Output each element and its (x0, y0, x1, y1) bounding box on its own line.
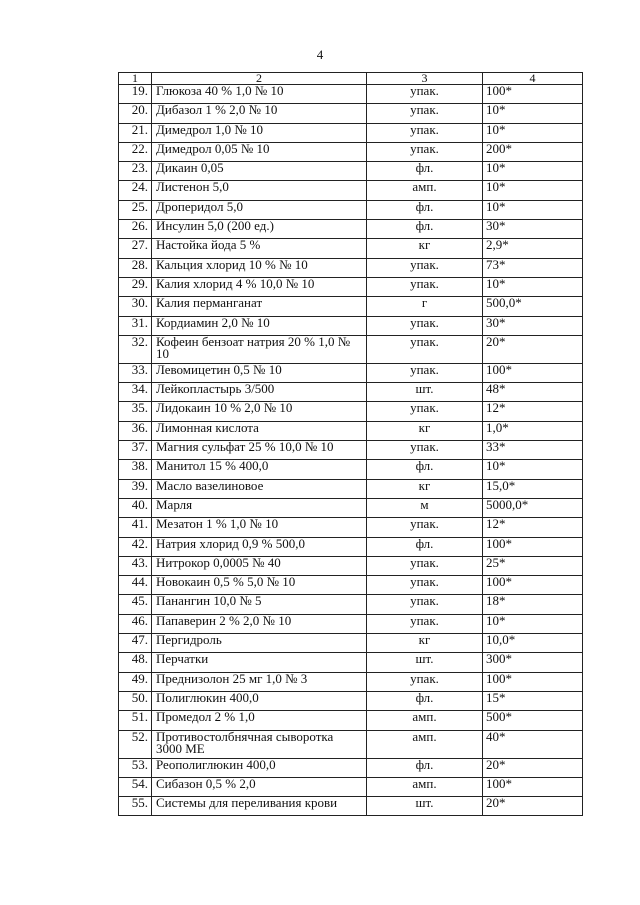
quantity-cell: 25* (483, 556, 583, 575)
supply-table (118, 72, 583, 816)
quantity-cell: 20* (483, 797, 583, 816)
row-number-cell: 47. (119, 634, 152, 653)
unit-cell: кг (367, 421, 483, 440)
quantity-cell: 40* (483, 730, 583, 758)
item-name-cell: Калия хлорид 4 % 10,0 № 10 (152, 277, 367, 296)
item-name-cell: Глюкоза 40 % 1,0 № 10 (152, 85, 367, 104)
unit-cell: кг (367, 239, 483, 258)
quantity-cell: 15* (483, 691, 583, 710)
row-number-cell: 25. (119, 200, 152, 219)
unit-cell: шт. (367, 383, 483, 402)
unit-cell: упак. (367, 258, 483, 277)
quantity-cell: 1,0* (483, 421, 583, 440)
item-name-cell: Дроперидол 5,0 (152, 200, 367, 219)
row-number-cell: 37. (119, 441, 152, 460)
item-name-cell: Промедол 2 % 1,0 (152, 711, 367, 730)
header-cell-unit: 3 (367, 73, 483, 85)
unit-cell: упак. (367, 363, 483, 382)
unit-cell: упак. (367, 518, 483, 537)
unit-cell: фл. (367, 537, 483, 556)
item-name-cell: Пергидроль (152, 634, 367, 653)
header-cell-quantity: 4 (483, 73, 583, 85)
item-name-cell: Новокаин 0,5 % 5,0 № 10 (152, 576, 367, 595)
item-name-cell: Магния сульфат 25 % 10,0 № 10 (152, 441, 367, 460)
table-row (119, 691, 583, 710)
row-number-cell: 33. (119, 363, 152, 382)
quantity-cell: 12* (483, 402, 583, 421)
quantity-cell: 100* (483, 672, 583, 691)
table-body (119, 73, 583, 816)
item-name-cell: Реополиглюкин 400,0 (152, 758, 367, 777)
table-row (119, 758, 583, 777)
row-number-cell: 28. (119, 258, 152, 277)
table-row (119, 556, 583, 575)
unit-cell: амп. (367, 711, 483, 730)
row-number-cell: 27. (119, 239, 152, 258)
row-number-cell: 19. (119, 85, 152, 104)
row-number-cell: 55. (119, 797, 152, 816)
unit-cell: амп. (367, 777, 483, 796)
item-name-cell: Димедрол 1,0 № 10 (152, 123, 367, 142)
item-name-cell: Настойка йода 5 % (152, 239, 367, 258)
quantity-cell: 10* (483, 614, 583, 633)
item-name-cell: Панангин 10,0 № 5 (152, 595, 367, 614)
unit-cell: упак. (367, 123, 483, 142)
item-name-cell: Кофеин бензоат натрия 20 % 1,0 № 10 (152, 335, 367, 363)
quantity-cell: 48* (483, 383, 583, 402)
header-cell-name: 2 (152, 73, 367, 85)
table-row (119, 297, 583, 316)
quantity-cell: 10,0* (483, 634, 583, 653)
table-row (119, 730, 583, 758)
quantity-cell: 10* (483, 460, 583, 479)
quantity-cell: 33* (483, 441, 583, 460)
row-number-cell: 41. (119, 518, 152, 537)
quantity-cell: 15,0* (483, 479, 583, 498)
unit-cell: упак. (367, 335, 483, 363)
table-row (119, 653, 583, 672)
table-row (119, 162, 583, 181)
row-number-cell: 29. (119, 277, 152, 296)
table-row (119, 797, 583, 816)
item-name-cell: Кальция хлорид 10 % № 10 (152, 258, 367, 277)
item-name-cell: Папаверин 2 % 2,0 № 10 (152, 614, 367, 633)
table-row (119, 85, 583, 104)
item-name-cell: Полиглюкин 400,0 (152, 691, 367, 710)
row-number-cell: 52. (119, 730, 152, 758)
unit-cell: упак. (367, 576, 483, 595)
row-number-cell: 26. (119, 220, 152, 239)
table-row (119, 441, 583, 460)
table-row (119, 777, 583, 796)
table-row (119, 576, 583, 595)
table-row (119, 383, 583, 402)
item-name-cell: Мезатон 1 % 1,0 № 10 (152, 518, 367, 537)
unit-cell: фл. (367, 200, 483, 219)
unit-cell: шт. (367, 653, 483, 672)
table-row (119, 421, 583, 440)
unit-cell: кг (367, 634, 483, 653)
table-row (119, 200, 583, 219)
table-row (119, 672, 583, 691)
unit-cell: упак. (367, 441, 483, 460)
table-row (119, 363, 583, 382)
row-number-cell: 50. (119, 691, 152, 710)
row-number-cell: 20. (119, 104, 152, 123)
item-name-cell: Марля (152, 498, 367, 517)
row-number-cell: 38. (119, 460, 152, 479)
unit-cell: упак. (367, 556, 483, 575)
table-row (119, 537, 583, 556)
table-row (119, 711, 583, 730)
item-name-cell: Противостолбнячная сыворотка 3000 МЕ (152, 730, 367, 758)
item-name-cell: Листенон 5,0 (152, 181, 367, 200)
unit-cell: фл. (367, 758, 483, 777)
table-header-row (119, 73, 583, 85)
quantity-cell: 100* (483, 85, 583, 104)
unit-cell: кг (367, 479, 483, 498)
row-number-cell: 46. (119, 614, 152, 633)
item-name-cell: Преднизолон 25 мг 1,0 № 3 (152, 672, 367, 691)
row-number-cell: 43. (119, 556, 152, 575)
row-number-cell: 51. (119, 711, 152, 730)
table-row (119, 181, 583, 200)
quantity-cell: 18* (483, 595, 583, 614)
quantity-cell: 500,0* (483, 297, 583, 316)
row-number-cell: 32. (119, 335, 152, 363)
page-number: 4 (316, 47, 324, 62)
row-number-cell: 21. (119, 123, 152, 142)
quantity-cell: 100* (483, 537, 583, 556)
row-number-cell: 30. (119, 297, 152, 316)
table-row (119, 634, 583, 653)
table-row (119, 258, 583, 277)
unit-cell: фл. (367, 162, 483, 181)
unit-cell: фл. (367, 220, 483, 239)
item-name-cell: Масло вазелиновое (152, 479, 367, 498)
quantity-cell: 20* (483, 758, 583, 777)
unit-cell: упак. (367, 614, 483, 633)
row-number-cell: 53. (119, 758, 152, 777)
quantity-cell: 30* (483, 316, 583, 335)
item-name-cell: Нитрокор 0,0005 № 40 (152, 556, 367, 575)
table-row (119, 104, 583, 123)
item-name-cell: Перчатки (152, 653, 367, 672)
item-name-cell: Калия перманганат (152, 297, 367, 316)
table-row (119, 402, 583, 421)
unit-cell: г (367, 297, 483, 316)
table-row (119, 142, 583, 161)
row-number-cell: 44. (119, 576, 152, 595)
item-name-cell: Левомицетин 0,5 № 10 (152, 363, 367, 382)
table-row (119, 316, 583, 335)
unit-cell: м (367, 498, 483, 517)
row-number-cell: 24. (119, 181, 152, 200)
item-name-cell: Дибазол 1 % 2,0 № 10 (152, 104, 367, 123)
table-row (119, 239, 583, 258)
row-number-cell: 31. (119, 316, 152, 335)
item-name-cell: Манитол 15 % 400,0 (152, 460, 367, 479)
row-number-cell: 48. (119, 653, 152, 672)
quantity-cell: 10* (483, 277, 583, 296)
quantity-cell: 200* (483, 142, 583, 161)
quantity-cell: 100* (483, 777, 583, 796)
table-row (119, 479, 583, 498)
table-row (119, 498, 583, 517)
quantity-cell: 30* (483, 220, 583, 239)
unit-cell: фл. (367, 691, 483, 710)
quantity-cell: 10* (483, 162, 583, 181)
row-number-cell: 35. (119, 402, 152, 421)
unit-cell: упак. (367, 104, 483, 123)
item-name-cell: Системы для переливания крови (152, 797, 367, 816)
item-name-cell: Димедрол 0,05 № 10 (152, 142, 367, 161)
table-row (119, 595, 583, 614)
item-name-cell: Лимонная кислота (152, 421, 367, 440)
unit-cell: упак. (367, 316, 483, 335)
quantity-cell: 500* (483, 711, 583, 730)
row-number-cell: 36. (119, 421, 152, 440)
item-name-cell: Кордиамин 2,0 № 10 (152, 316, 367, 335)
quantity-cell: 100* (483, 576, 583, 595)
item-name-cell: Лейкопластырь 3/500 (152, 383, 367, 402)
row-number-cell: 34. (119, 383, 152, 402)
quantity-cell: 10* (483, 123, 583, 142)
unit-cell: упак. (367, 595, 483, 614)
row-number-cell: 42. (119, 537, 152, 556)
quantity-cell: 300* (483, 653, 583, 672)
row-number-cell: 49. (119, 672, 152, 691)
item-name-cell: Дикаин 0,05 (152, 162, 367, 181)
table-row (119, 220, 583, 239)
item-name-cell: Сибазон 0,5 % 2,0 (152, 777, 367, 796)
unit-cell: упак. (367, 277, 483, 296)
unit-cell: амп. (367, 730, 483, 758)
row-number-cell: 39. (119, 479, 152, 498)
quantity-cell: 20* (483, 335, 583, 363)
quantity-cell: 10* (483, 104, 583, 123)
table-row (119, 277, 583, 296)
quantity-cell: 73* (483, 258, 583, 277)
table-row (119, 335, 583, 363)
quantity-cell: 10* (483, 200, 583, 219)
row-number-cell: 22. (119, 142, 152, 161)
row-number-cell: 45. (119, 595, 152, 614)
row-number-cell: 23. (119, 162, 152, 181)
unit-cell: упак. (367, 402, 483, 421)
table-row (119, 460, 583, 479)
table-row (119, 518, 583, 537)
unit-cell: амп. (367, 181, 483, 200)
item-name-cell: Инсулин 5,0 (200 ед.) (152, 220, 367, 239)
unit-cell: фл. (367, 460, 483, 479)
unit-cell: упак. (367, 142, 483, 161)
table-row (119, 123, 583, 142)
item-name-cell: Лидокаин 10 % 2,0 № 10 (152, 402, 367, 421)
unit-cell: шт. (367, 797, 483, 816)
row-number-cell: 54. (119, 777, 152, 796)
table-row (119, 614, 583, 633)
quantity-cell: 100* (483, 363, 583, 382)
row-number-cell: 40. (119, 498, 152, 517)
unit-cell: упак. (367, 85, 483, 104)
quantity-cell: 5000,0* (483, 498, 583, 517)
unit-cell: упак. (367, 672, 483, 691)
header-cell-number: 1 (119, 73, 152, 85)
quantity-cell: 2,9* (483, 239, 583, 258)
quantity-cell: 12* (483, 518, 583, 537)
item-name-cell: Натрия хлорид 0,9 % 500,0 (152, 537, 367, 556)
quantity-cell: 10* (483, 181, 583, 200)
